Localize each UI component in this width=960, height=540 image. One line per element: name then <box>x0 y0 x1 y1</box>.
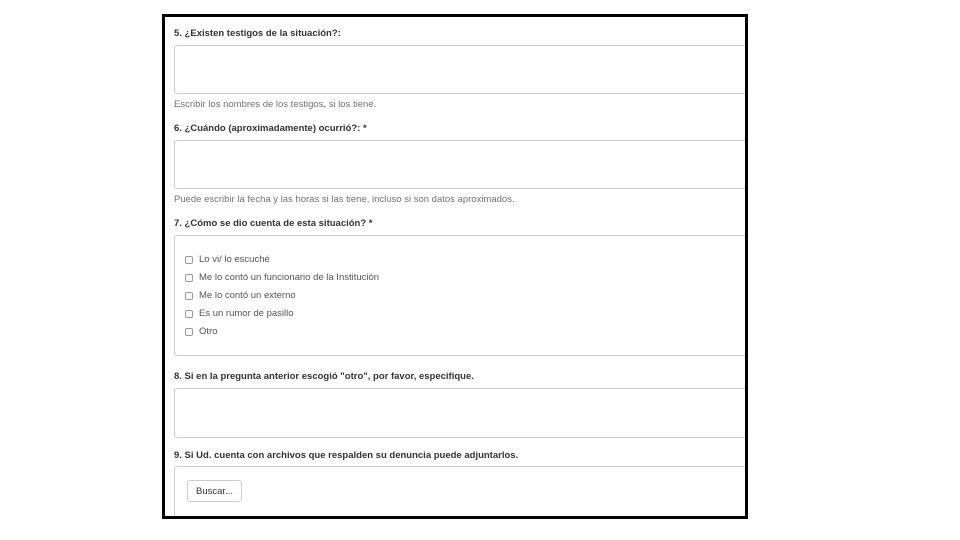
q5-witnesses-textarea[interactable] <box>174 45 747 94</box>
screenshot-frame <box>162 14 748 519</box>
q8-specify-textarea[interactable] <box>174 388 747 438</box>
option-otro[interactable] <box>185 326 217 337</box>
q9-attachments-panel <box>174 466 747 519</box>
checkbox[interactable] <box>185 274 193 282</box>
q6-label: 6. ¿Cuándo (aproximadamente) ocurrió?: * <box>174 123 367 134</box>
form <box>174 17 745 516</box>
option-externo[interactable] <box>185 290 296 301</box>
option-label: Es un rumor de pasillo <box>199 308 294 319</box>
checkbox[interactable] <box>185 328 193 336</box>
q5-label: 5. ¿Existen testigos de la situación?: <box>174 28 341 39</box>
option-label: Me lo contó un externo <box>199 290 296 301</box>
option-funcionario[interactable] <box>185 272 379 283</box>
option-rumor[interactable] <box>185 308 294 319</box>
q7-options-panel <box>174 235 747 356</box>
q6-when-textarea[interactable] <box>174 140 747 189</box>
q8-label: 8. Si en la pregunta anterior escogió "otro", por favor, especifique. <box>174 371 474 382</box>
q7-label: 7. ¿Cómo se dio cuenta de esta situación? * <box>174 218 373 229</box>
checkbox[interactable] <box>185 292 193 300</box>
option-label: Otro <box>199 326 218 337</box>
checkbox[interactable] <box>185 310 193 318</box>
q9-label: 9. Si Ud. cuenta con archivos que respalden su denuncia puede adjuntarlos. <box>174 450 519 461</box>
option-label: Lo vi/ lo escuché <box>199 254 270 265</box>
option-label: Me lo contó un funcionario de la Institución <box>199 272 380 283</box>
option-lo-vi[interactable] <box>185 254 270 265</box>
browse-files-button[interactable]: Buscar... <box>187 480 242 502</box>
checkbox[interactable] <box>185 256 193 264</box>
q5-help-text: Escribir los nombres de los testigos, si los tiene. <box>174 99 377 110</box>
q6-help-text: Puede escribir la fecha y las horas si las tiene, incluso si son datos aproximados. <box>174 194 515 205</box>
